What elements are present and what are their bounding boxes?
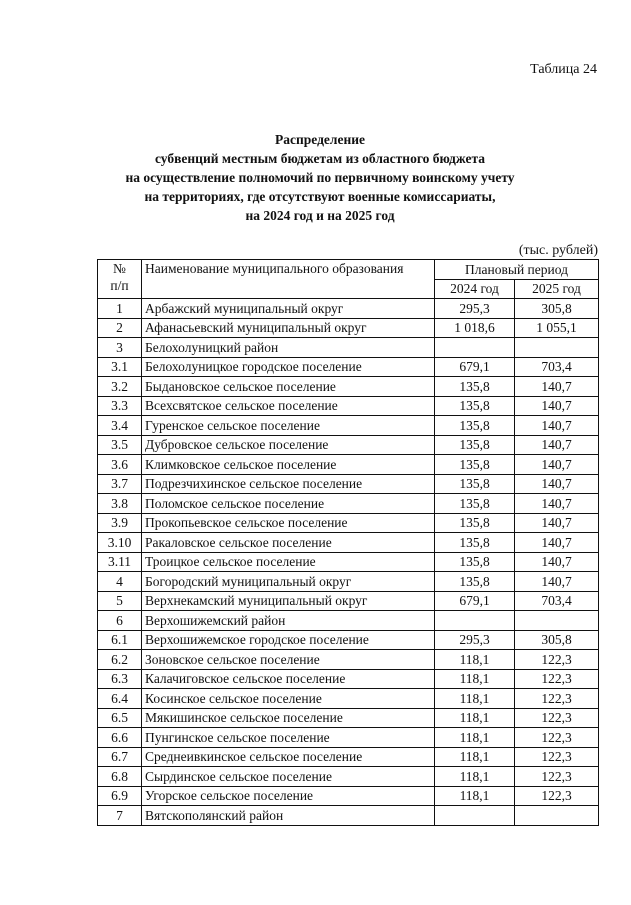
value-2024-cell: 118,1 <box>435 708 515 728</box>
column-header-2024: 2024 год <box>435 279 515 299</box>
row-number-cell: 6 <box>98 611 142 631</box>
municipality-name-cell: Косинское сельское поселение <box>142 689 435 709</box>
table-row <box>98 611 599 631</box>
table-row <box>98 708 599 728</box>
value-2024-cell: 295,3 <box>435 630 515 650</box>
value-2024-cell: 135,8 <box>435 552 515 572</box>
value-2024-cell: 135,8 <box>435 455 515 475</box>
row-number-cell: 6.2 <box>98 650 142 670</box>
value-2024-cell: 118,1 <box>435 747 515 767</box>
value-2024-cell: 118,1 <box>435 786 515 806</box>
row-number-cell: 4 <box>98 572 142 592</box>
value-2025-cell <box>515 611 599 631</box>
value-2024-cell: 135,8 <box>435 435 515 455</box>
value-2025-cell: 703,4 <box>515 591 599 611</box>
row-number-cell: 3.9 <box>98 513 142 533</box>
table-row <box>98 552 599 572</box>
value-2024-cell <box>435 338 515 358</box>
table-row <box>98 767 599 787</box>
row-number-cell: 6.8 <box>98 767 142 787</box>
value-2024-cell: 118,1 <box>435 728 515 748</box>
table-row <box>98 435 599 455</box>
table-row <box>98 338 599 358</box>
column-header-number <box>98 260 142 299</box>
row-number-cell: 3 <box>98 338 142 358</box>
value-2025-cell: 122,3 <box>515 689 599 709</box>
municipality-name-cell: Быдановское сельское поселение <box>142 377 435 397</box>
row-number-cell: 3.7 <box>98 474 142 494</box>
municipality-name-cell: Зоновское сельское поселение <box>142 650 435 670</box>
municipality-name-cell: Богородский муниципальный округ <box>142 572 435 592</box>
value-2024-cell: 135,8 <box>435 416 515 436</box>
table-row <box>98 786 599 806</box>
municipality-name-cell: Сырдинское сельское поселение <box>142 767 435 787</box>
value-2025-cell: 140,7 <box>515 494 599 514</box>
table-row <box>98 318 599 338</box>
table-row <box>98 728 599 748</box>
value-2025-cell: 122,3 <box>515 650 599 670</box>
value-2024-cell: 118,1 <box>435 669 515 689</box>
row-number-cell: 2 <box>98 318 142 338</box>
column-header-name: Наименование муниципального образования <box>142 260 435 299</box>
municipality-name-cell: Троицкое сельское поселение <box>142 552 435 572</box>
value-2025-cell: 122,3 <box>515 708 599 728</box>
municipality-name-cell: Климковское сельское поселение <box>142 455 435 475</box>
value-2024-cell <box>435 611 515 631</box>
row-number-cell: 3.8 <box>98 494 142 514</box>
table-row <box>98 806 599 826</box>
row-number-cell: 3.4 <box>98 416 142 436</box>
table-row <box>98 357 599 377</box>
table-row <box>98 591 599 611</box>
value-2025-cell: 122,3 <box>515 786 599 806</box>
value-2025-cell: 703,4 <box>515 357 599 377</box>
document-title <box>60 130 580 225</box>
municipality-name-cell: Поломское сельское поселение <box>142 494 435 514</box>
table-number-label: Таблица 24 <box>530 62 597 77</box>
municipality-name-cell: Вятскополянский район <box>142 806 435 826</box>
table-row <box>98 299 599 319</box>
value-2025-cell: 140,7 <box>515 572 599 592</box>
table-body <box>98 299 599 826</box>
units-label: (тыс. рублей) <box>518 243 598 258</box>
row-number-cell: 3.6 <box>98 455 142 475</box>
municipality-name-cell: Гуренское сельское поселение <box>142 416 435 436</box>
municipality-name-cell: Среднеивкинское сельское поселение <box>142 747 435 767</box>
table-row <box>98 630 599 650</box>
value-2025-cell: 305,8 <box>515 630 599 650</box>
municipality-name-cell: Всехсвятское сельское поселение <box>142 396 435 416</box>
value-2024-cell: 135,8 <box>435 474 515 494</box>
row-number-cell: 6.4 <box>98 689 142 709</box>
table-row <box>98 650 599 670</box>
municipality-name-cell: Мякишинское сельское поселение <box>142 708 435 728</box>
municipality-name-cell: Прокопьевское сельское поселение <box>142 513 435 533</box>
municipality-name-cell: Верхошижемское городское поселение <box>142 630 435 650</box>
value-2024-cell: 295,3 <box>435 299 515 319</box>
table-row <box>98 416 599 436</box>
value-2025-cell: 140,7 <box>515 435 599 455</box>
municipality-name-cell: Белохолуницкий район <box>142 338 435 358</box>
value-2024-cell: 135,8 <box>435 396 515 416</box>
table-row <box>98 396 599 416</box>
table-row <box>98 533 599 553</box>
column-header-period: Плановый период <box>435 260 599 280</box>
municipality-name-cell: Верхошижемский район <box>142 611 435 631</box>
value-2024-cell: 135,8 <box>435 513 515 533</box>
table-row <box>98 474 599 494</box>
municipality-name-cell: Подрезчихинское сельское поселение <box>142 474 435 494</box>
row-number-cell: 3.2 <box>98 377 142 397</box>
value-2025-cell: 140,7 <box>515 474 599 494</box>
row-number-cell: 3.1 <box>98 357 142 377</box>
row-number-cell: 6.3 <box>98 669 142 689</box>
value-2025-cell: 1 055,1 <box>515 318 599 338</box>
table-row <box>98 455 599 475</box>
row-number-cell: 6.5 <box>98 708 142 728</box>
value-2024-cell: 679,1 <box>435 357 515 377</box>
title-line: на 2024 год и на 2025 год <box>245 208 395 223</box>
table-row <box>98 747 599 767</box>
municipality-name-cell: Пунгинское сельское поселение <box>142 728 435 748</box>
title-line: на осуществление полномочий по первичному воинскому учету <box>125 170 515 185</box>
value-2025-cell: 122,3 <box>515 747 599 767</box>
value-2024-cell: 118,1 <box>435 689 515 709</box>
row-number-cell: 5 <box>98 591 142 611</box>
title-line: субвенций местным бюджетам из областного бюджета <box>154 151 486 166</box>
value-2025-cell: 140,7 <box>515 513 599 533</box>
value-2024-cell: 135,8 <box>435 533 515 553</box>
municipality-name-cell: Верхнекамский муниципальный округ <box>142 591 435 611</box>
column-header-2025: 2025 год <box>515 279 599 299</box>
municipality-name-cell: Афанасьевский муниципальный округ <box>142 318 435 338</box>
value-2024-cell: 1 018,6 <box>435 318 515 338</box>
value-2025-cell: 140,7 <box>515 533 599 553</box>
value-2025-cell: 140,7 <box>515 455 599 475</box>
value-2025-cell <box>515 338 599 358</box>
municipality-name-cell: Белохолуницкое городское поселение <box>142 357 435 377</box>
table-row <box>98 572 599 592</box>
value-2025-cell: 122,3 <box>515 669 599 689</box>
row-number-cell: 3.11 <box>98 552 142 572</box>
row-number-cell: 6.1 <box>98 630 142 650</box>
header-number-line1: № <box>113 261 126 276</box>
title-line: на территориях, где отсутствуют военные комиссариаты, <box>144 189 496 204</box>
row-number-cell: 1 <box>98 299 142 319</box>
row-number-cell: 3.5 <box>98 435 142 455</box>
row-number-cell: 3.10 <box>98 533 142 553</box>
value-2024-cell: 135,8 <box>435 572 515 592</box>
table-row <box>98 669 599 689</box>
table-row <box>98 513 599 533</box>
value-2025-cell: 140,7 <box>515 552 599 572</box>
subvention-table <box>97 259 599 826</box>
value-2025-cell: 140,7 <box>515 377 599 397</box>
table-row <box>98 689 599 709</box>
table-row <box>98 494 599 514</box>
row-number-cell: 3.3 <box>98 396 142 416</box>
municipality-name-cell: Арбажский муниципальный округ <box>142 299 435 319</box>
header-row <box>98 260 599 280</box>
value-2025-cell: 140,7 <box>515 416 599 436</box>
title-line: Распределение <box>274 132 366 147</box>
table-row <box>98 377 599 397</box>
row-number-cell: 7 <box>98 806 142 826</box>
row-number-cell: 6.9 <box>98 786 142 806</box>
value-2025-cell: 305,8 <box>515 299 599 319</box>
row-number-cell: 6.7 <box>98 747 142 767</box>
municipality-name-cell: Дубровское сельское поселение <box>142 435 435 455</box>
value-2024-cell <box>435 806 515 826</box>
value-2025-cell: 122,3 <box>515 767 599 787</box>
municipality-name-cell: Ракаловское сельское поселение <box>142 533 435 553</box>
municipality-name-cell: Калачиговское сельское поселение <box>142 669 435 689</box>
value-2024-cell: 118,1 <box>435 767 515 787</box>
municipality-name-cell: Угорское сельское поселение <box>142 786 435 806</box>
value-2025-cell: 122,3 <box>515 728 599 748</box>
value-2024-cell: 679,1 <box>435 591 515 611</box>
header-number-line2: п/п <box>110 278 129 293</box>
value-2025-cell: 140,7 <box>515 396 599 416</box>
value-2025-cell <box>515 806 599 826</box>
value-2024-cell: 135,8 <box>435 377 515 397</box>
value-2024-cell: 135,8 <box>435 494 515 514</box>
value-2024-cell: 118,1 <box>435 650 515 670</box>
row-number-cell: 6.6 <box>98 728 142 748</box>
